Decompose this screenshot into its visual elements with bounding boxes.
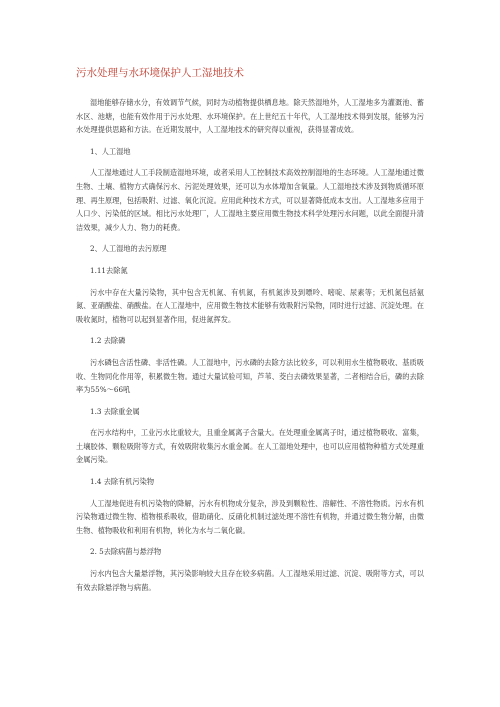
heading-remove-pathogens: 2. 5去除病菌与悬浮物 [90,547,162,557]
paragraph-remove-pathogens: 污水内包含大量悬浮物，其污染影响较大且存在较多病菌。人工湿地采用过滤、沉淀、吸附等方式，可以有效去除悬浮物与病菌。 [76,569,424,592]
heading-remove-nitrogen: 1.11去除氮 [90,265,128,275]
heading-decontamination-principle: 2、人工湿地的去污原理 [90,244,167,254]
paragraph-remove-heavy-metals: 在污水结构中，工业污水比重较大，且重金属离子含量大。在处理重金属离子时，通过植物吸收、富集，土壤胶体、颗粒吸附等方式，有效吸附收集污水重金属。在人工湿地处理中，也可以应用植物种植方式处理重金属污染。 [76,428,424,465]
heading-artificial-wetland: 1、人工湿地 [90,146,131,156]
paragraph-remove-organic-pollutants: 人工湿地促进有机污染物的降解，污水有机物成分复杂，涉及到颗粒性、溶解性、不溶性物质。污水有机污染物通过微生物、植物根系吸收，借助硝化、反硝化机制过滤处理不溶性有机物，并通过微生物分解，由微生物、植物吸收和利用有机物，转化为水与二氧化碳。 [76,498,424,535]
document-title: 污水处理与水环境保护人工湿地技术 [76,67,244,79]
paragraph-artificial-wetland: 人工湿地通过人工手段制造湿地环境，或者采用人工控制技术高效控制湿地的生态环境。人工湿地通过微生物、土壤、植物方式确保污水、污泥处理效果，还可以为水体增加含氧量。人工湿地技术涉及到物质循环原理、再生原理，包括吸附、过滤、氧化沉淀。应用此种技术方式，可以显著降低成本支出。人工湿地多应用于人口少、污染低的区域。相比污水处理厂，人工湿地主要应用微生物技术科学处理污水问题，以此全面提升清洁效果，减少人力、物力的耗费。 [76,168,424,232]
paragraph-intro: 湿地能够存储水分，有效调节气候，同时为动植物提供栖息地。除天然湿地外，人工湿地多为灌溉池、蓄水区、池塘，也能有效作用于污水处理、水环境保护。在上世纪五十年代，人工湿地技术得到发展，能够为污水处理提供思路和方法。在近期发展中，人工湿地技术的研究得以重视，获得显著成效。 [76,98,424,135]
heading-remove-organic-pollutants: 1.4 去除有机污染物 [90,477,155,487]
paragraph-remove-nitrogen: 污水中存在大量污染物，其中包含无机氮、有机氮，有机氮涉及到嘌呤、嘧啶、尿素等；无机氮包括氨氮、亚硝酸盐、硝酸盐。在人工湿地中，应用微生物技术能够有效吸附污染物，同时进行过滤、沉淀处理。在吸收氮时，植物可以起到显著作用，促进氮挥发。 [76,287,424,324]
paragraph-remove-phosphorus: 污水磷包含活性磷、非活性磷。人工湿地中，污水磷的去除方法比较多，可以利用水生植物吸收、基质吸收、生物同化作用等，积累微生物。通过大量试验可知，芦苇、茭白去磷效果显著，二者相结合后，磷的去除率为55%～66吼 [76,357,424,395]
heading-remove-phosphorus: 1.2 去除磷 [90,336,126,346]
heading-remove-heavy-metals: 1.3 去除重金属 [90,406,140,416]
